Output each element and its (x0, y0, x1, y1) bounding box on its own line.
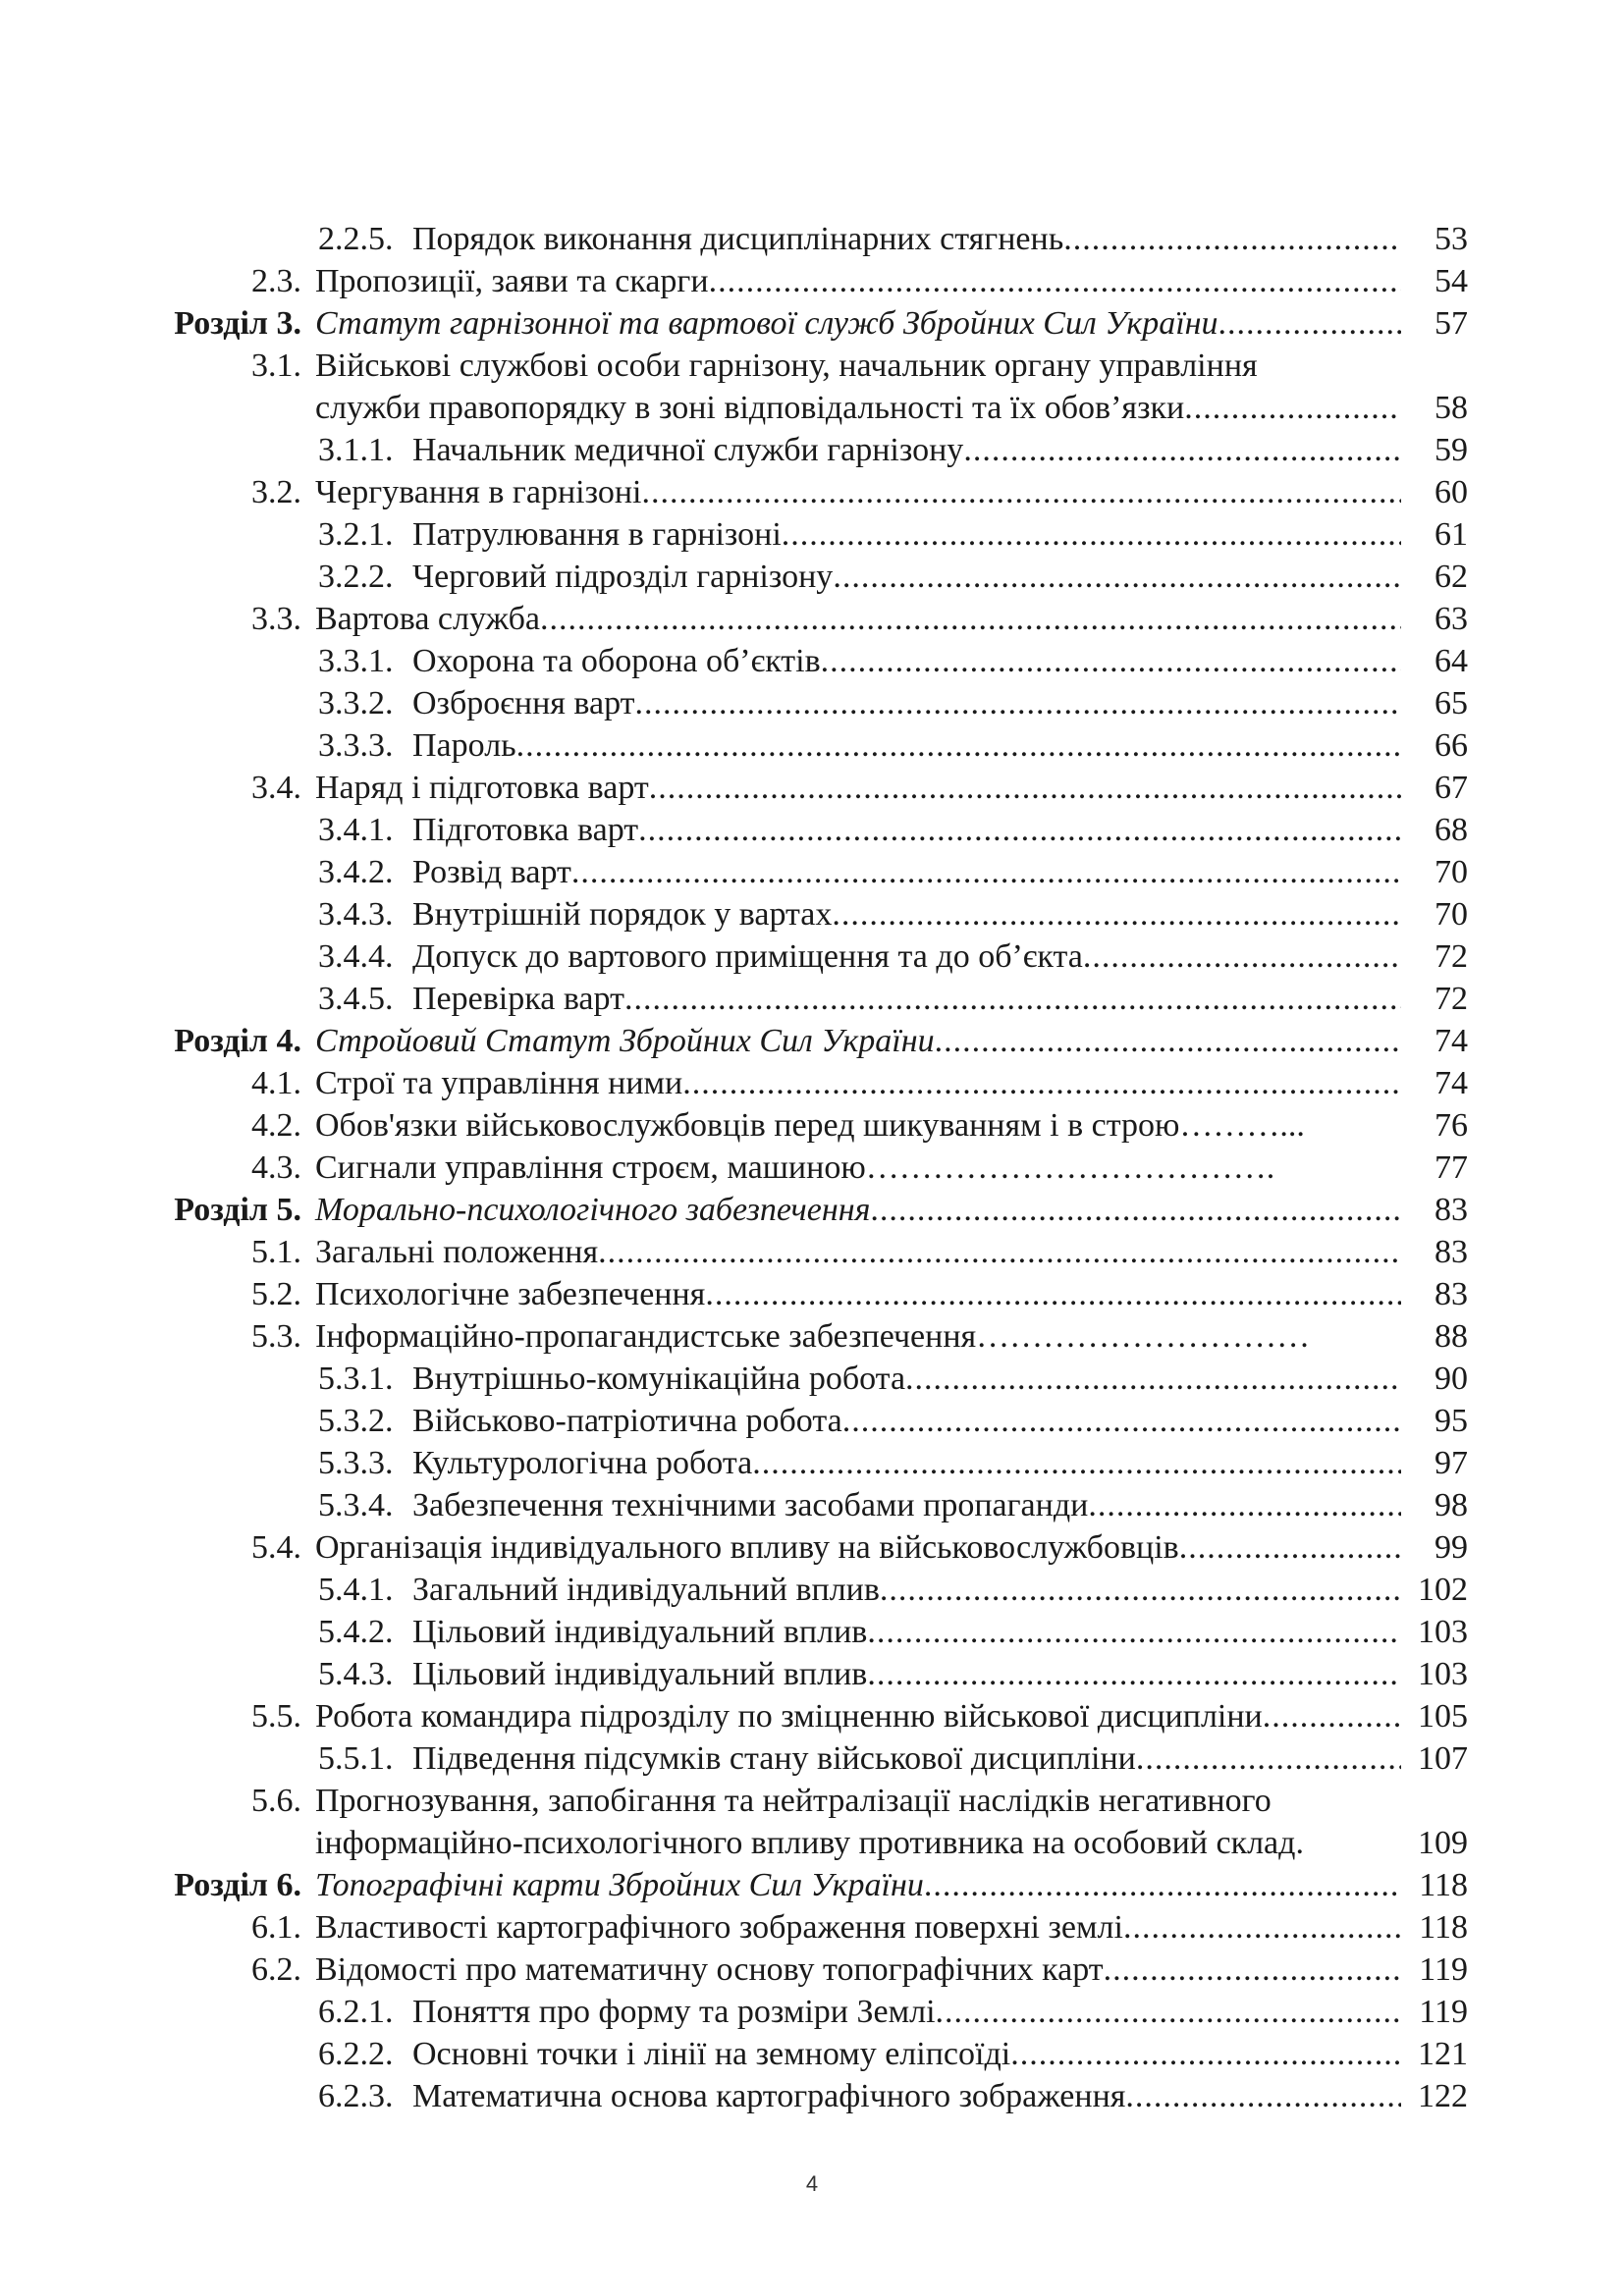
toc-entry-number: 3.3.2. (318, 685, 394, 721)
toc-dot-leader (752, 1442, 1401, 1484)
toc-entry-number: 3.3. (251, 601, 301, 637)
toc-entry-number: 3.3.3. (318, 727, 394, 764)
toc-entry-title: Пароль (412, 727, 516, 764)
toc-entry-title: Розвід варт (412, 854, 571, 890)
toc-dot-leader (624, 978, 1401, 1020)
toc-page-number: 63 (1435, 601, 1468, 637)
toc-entry-title: Прогнозування, запобігання та нейтралізації наслідків негативного (315, 1783, 1272, 1819)
toc-dot-leader (1125, 2075, 1401, 2117)
table-of-contents (0, 218, 1624, 2117)
toc-subsection-row (0, 1611, 1624, 1653)
toc-page-number: 121 (1418, 2036, 1468, 2072)
toc-page-number: 59 (1435, 432, 1468, 468)
toc-page-number: 88 (1435, 1318, 1468, 1355)
toc-entry-number: 5.4.3. (318, 1656, 394, 1692)
toc-section-row (0, 1104, 1624, 1147)
toc-dot-leader (1218, 302, 1401, 345)
toc-dot-leader (842, 1400, 1401, 1442)
toc-dot-leader (540, 598, 1401, 640)
toc-dot-leader (782, 513, 1401, 556)
toc-page-number: 62 (1435, 559, 1468, 595)
toc-entry-number: 3.2.2. (318, 559, 394, 595)
toc-dot-leader (833, 556, 1401, 598)
toc-entry-title: Культурологічна робота (412, 1445, 753, 1481)
toc-dot-leader (870, 1189, 1401, 1231)
toc-page-number: 105 (1418, 1698, 1468, 1735)
toc-entry-title: Охорона та оборона об’єктів (412, 643, 821, 679)
toc-page-number: 72 (1435, 981, 1468, 1017)
toc-entry-number: 5.5.1. (318, 1740, 394, 1777)
toc-entry-number: 5.3.3. (318, 1445, 394, 1481)
toc-page-number: 61 (1435, 516, 1468, 553)
toc-page-number: 76 (1435, 1107, 1468, 1144)
toc-entry-number: 4.1. (251, 1065, 301, 1101)
toc-entry-number: 5.4.1. (318, 1572, 394, 1608)
toc-entry-number: 5.2. (251, 1276, 301, 1312)
toc-chapter-row (0, 1189, 1624, 1231)
toc-dot-leader (867, 1611, 1401, 1653)
toc-entry-title: Військові службові особи гарнізону, начальник органу управління (315, 347, 1258, 384)
toc-entry-title: Допуск до вартового приміщення та до об’єкта (412, 938, 1083, 975)
toc-entry-number: 6.2.2. (318, 2036, 394, 2072)
toc-page-number: 97 (1435, 1445, 1468, 1481)
toc-page-number: 74 (1435, 1023, 1468, 1059)
toc-dot-leader (935, 1020, 1401, 1062)
toc-entry-title: Цільовий індивідуальний вплив (412, 1614, 868, 1650)
toc-entry-title: Поняття про форму та розміри Землі (412, 1994, 936, 2030)
toc-section-row (0, 1780, 1624, 1822)
toc-page-number: 66 (1435, 727, 1468, 764)
toc-dot-leader (1184, 387, 1401, 429)
toc-entry-title: Психологічне забезпечення (315, 1276, 706, 1312)
toc-dot-leader (1263, 1695, 1401, 1737)
toc-subsection-row (0, 1653, 1624, 1695)
toc-page-number: 72 (1435, 938, 1468, 975)
toc-dot-leader (924, 1864, 1401, 1906)
toc-page-number: 70 (1435, 896, 1468, 933)
toc-page-number: 54 (1435, 263, 1468, 299)
toc-dot-leader (1179, 1526, 1401, 1569)
toc-section-row (0, 1695, 1624, 1737)
toc-entry-number: 2.2.5. (318, 221, 394, 257)
toc-entry-title: Військово-патріотична робота (412, 1403, 842, 1439)
toc-entry-number: 3.1.1. (318, 432, 394, 468)
toc-entry-number: 5.4. (251, 1529, 301, 1566)
toc-page-number: 119 (1419, 1951, 1468, 1988)
toc-entry-title: Морально-психологічного забезпечення (315, 1192, 871, 1228)
toc-subsection-row (0, 978, 1624, 1020)
toc-section-row (0, 1906, 1624, 1949)
toc-page-number: 77 (1435, 1149, 1468, 1186)
toc-subsection-row (0, 1442, 1624, 1484)
toc-page-number: 118 (1419, 1867, 1468, 1903)
toc-dot-leader (635, 682, 1401, 724)
toc-dot-leader (638, 809, 1401, 851)
toc-entry-number: 5.4.2. (318, 1614, 394, 1650)
toc-subsection-row (0, 1569, 1624, 1611)
toc-entry-number: 6.2.3. (318, 2078, 394, 2114)
toc-entry-number: 5.3. (251, 1318, 301, 1355)
toc-continuation-row (0, 387, 1624, 429)
toc-entry-title: Цільовий індивідуальний вплив (412, 1656, 868, 1692)
toc-page-number: 118 (1419, 1909, 1468, 1946)
toc-dot-leader (1088, 1484, 1401, 1526)
toc-entry-title: Строї та управління ними (315, 1065, 683, 1101)
toc-entry-title: Підготовка варт (412, 812, 639, 848)
toc-section-row (0, 1231, 1624, 1273)
toc-page-number: 119 (1419, 1994, 1468, 2030)
toc-dot-leader (598, 1231, 1401, 1273)
toc-chapter-row (0, 302, 1624, 345)
toc-entry-title: Організація індивідуального впливу на військовослужбовців (315, 1529, 1179, 1566)
toc-entry-number: 3.2.1. (318, 516, 394, 553)
toc-subsection-row (0, 429, 1624, 471)
toc-chapter-row (0, 1020, 1624, 1062)
toc-entry-number: 5.3.1. (318, 1361, 394, 1397)
toc-entry-number: 6.1. (251, 1909, 301, 1946)
toc-dot-leader (821, 640, 1401, 682)
toc-entry-title: Начальник медичної служби гарнізону (412, 432, 964, 468)
toc-entry-number: 4.3. (251, 1149, 301, 1186)
toc-page-number: 95 (1435, 1403, 1468, 1439)
toc-page-number: 68 (1435, 812, 1468, 848)
toc-subsection-row (0, 1737, 1624, 1780)
toc-entry-number: 3.4.4. (318, 938, 394, 975)
toc-entry-title: Основні точки і лінії на земному еліпсоїді (412, 2036, 1011, 2072)
toc-dot-leader (1123, 1906, 1401, 1949)
toc-page-number: 53 (1435, 221, 1468, 257)
page-number: 4 (805, 2171, 819, 2196)
toc-page-number: 102 (1418, 1572, 1468, 1608)
toc-section-row (0, 1147, 1624, 1189)
toc-entry-title: Обов'язки військовослужбовців перед шикуванням і в строю………... (315, 1107, 1305, 1144)
toc-dot-leader (682, 1062, 1401, 1104)
toc-page-number: 103 (1418, 1656, 1468, 1692)
toc-section-row (0, 1315, 1624, 1358)
toc-subsection-row (0, 1358, 1624, 1400)
toc-page-number: 83 (1435, 1234, 1468, 1270)
toc-subsection-row (0, 809, 1624, 851)
toc-entry-number: 5.3.2. (318, 1403, 394, 1439)
toc-entry-number: Розділ 4. (174, 1023, 301, 1059)
toc-entry-number: 2.3. (251, 263, 301, 299)
toc-entry-number: 5.3.4. (318, 1487, 394, 1523)
toc-subsection-row (0, 682, 1624, 724)
toc-chapter-row (0, 1864, 1624, 1906)
toc-page-number: 57 (1435, 305, 1468, 342)
toc-subsection-row (0, 851, 1624, 893)
toc-entry-title: Статут гарнізонної та вартової служб Збройних Сил України (315, 305, 1218, 342)
toc-dot-leader (1104, 1949, 1401, 1991)
toc-entry-title: Наряд і підготовка варт (315, 770, 649, 806)
toc-entry-title: Забезпечення технічними засобами пропаганди (412, 1487, 1089, 1523)
toc-section-row (0, 767, 1624, 809)
toc-page-number: 83 (1435, 1276, 1468, 1312)
toc-entry-number: 5.1. (251, 1234, 301, 1270)
toc-entry-number: 6.2. (251, 1951, 301, 1988)
toc-entry-number: 4.2. (251, 1107, 301, 1144)
toc-page-number: 122 (1418, 2078, 1468, 2114)
toc-section-row (0, 1949, 1624, 1991)
toc-entry-number: 6.2.1. (318, 1994, 394, 2030)
toc-entry-number: Розділ 3. (174, 305, 301, 342)
toc-page-number: 99 (1435, 1529, 1468, 1566)
toc-entry-title-continuation: служби правопорядку в зоні відповідальності та їх обов’язки (315, 390, 1185, 426)
toc-subsection-row (0, 513, 1624, 556)
toc-dot-leader (709, 260, 1401, 302)
toc-page-number: 83 (1435, 1192, 1468, 1228)
toc-entry-title-continuation: інформаційно-психологічного впливу противника на особовий склад. (315, 1825, 1304, 1861)
toc-page-number: 70 (1435, 854, 1468, 890)
toc-dot-leader (880, 1569, 1401, 1611)
toc-subsection-row (0, 724, 1624, 767)
toc-entry-title: Властивості картографічного зображення поверхні землі (315, 1909, 1123, 1946)
toc-dot-leader (905, 1358, 1401, 1400)
toc-dot-leader (1063, 218, 1401, 260)
toc-entry-title: Інформаційно-пропагандистське забезпечення………………………… (315, 1318, 1311, 1355)
toc-dot-leader (649, 767, 1401, 809)
toc-dot-leader (832, 893, 1401, 935)
toc-entry-title: Внутрішній порядок у вартах (412, 896, 833, 933)
toc-entry-number: 5.5. (251, 1698, 301, 1735)
toc-entry-title: Пропозиції, заяви та скарги (315, 263, 709, 299)
toc-section-row (0, 1526, 1624, 1569)
toc-entry-title: Підведення підсумків стану військової дисципліни (412, 1740, 1136, 1777)
toc-entry-title: Сигнали управління строєм, машиною………………………………. (315, 1149, 1275, 1186)
toc-subsection-row (0, 2075, 1624, 2117)
toc-section-row (0, 1062, 1624, 1104)
toc-dot-leader (705, 1273, 1401, 1315)
toc-entry-title: Черговий підрозділ гарнізону (412, 559, 834, 595)
toc-dot-leader (1083, 935, 1401, 978)
toc-subsection-row (0, 935, 1624, 978)
toc-page-number: 58 (1435, 390, 1468, 426)
toc-page-number: 64 (1435, 643, 1468, 679)
toc-dot-leader (867, 1653, 1401, 1695)
toc-subsection-row (0, 640, 1624, 682)
toc-entry-number: 5.6. (251, 1783, 301, 1819)
toc-dot-leader (1136, 1737, 1401, 1780)
toc-subsection-row (0, 1484, 1624, 1526)
toc-entry-title: Внутрішньо-комунікаційна робота (412, 1361, 906, 1397)
toc-entry-number: 3.2. (251, 474, 301, 510)
toc-entry-title: Топографічні карти Збройних Сил України (315, 1867, 924, 1903)
toc-section-row (0, 260, 1624, 302)
toc-page-number: 74 (1435, 1065, 1468, 1101)
toc-subsection-row (0, 893, 1624, 935)
toc-entry-title: Відомості про математичну основу топографічних карт (315, 1951, 1104, 1988)
toc-entry-title: Озброєння варт (412, 685, 635, 721)
toc-entry-number: 3.4.2. (318, 854, 394, 890)
toc-entry-number: 3.1. (251, 347, 301, 384)
toc-page-number: 103 (1418, 1614, 1468, 1650)
toc-section-row (0, 598, 1624, 640)
toc-page-number: 107 (1418, 1740, 1468, 1777)
toc-entry-number: 3.4.5. (318, 981, 394, 1017)
toc-entry-number: 3.4.3. (318, 896, 394, 933)
toc-entry-number: Розділ 5. (174, 1192, 301, 1228)
toc-page-number: 67 (1435, 770, 1468, 806)
toc-entry-title: Математична основа картографічного зображення (412, 2078, 1126, 2114)
toc-subsection-row (0, 556, 1624, 598)
toc-page-number: 65 (1435, 685, 1468, 721)
toc-entry-title: Стройовий Статут Збройних Сил України (315, 1023, 935, 1059)
toc-continuation-row (0, 1822, 1624, 1864)
toc-dot-leader (936, 1991, 1401, 2033)
toc-entry-title: Чергування в гарнізоні (315, 474, 642, 510)
toc-subsection-row (0, 1400, 1624, 1442)
toc-dot-leader (963, 429, 1401, 471)
toc-section-row (0, 345, 1624, 387)
toc-page-number: 109 (1418, 1825, 1468, 1861)
toc-entry-number: 3.4.1. (318, 812, 394, 848)
toc-entry-number: 3.4. (251, 770, 301, 806)
toc-dot-leader (1010, 2033, 1401, 2075)
toc-entry-title: Патрулювання в гарнізоні (412, 516, 782, 553)
toc-entry-title: Робота командира підрозділу по зміцненню військової дисципліни (315, 1698, 1263, 1735)
toc-entry-title: Загальні положення (315, 1234, 599, 1270)
toc-entry-number: 3.3.1. (318, 643, 394, 679)
toc-subsection-row (0, 2033, 1624, 2075)
toc-page-number: 60 (1435, 474, 1468, 510)
toc-entry-title: Порядок виконання дисциплінарних стягнень (412, 221, 1064, 257)
toc-entry-title: Вартова служба (315, 601, 540, 637)
toc-page-number: 90 (1435, 1361, 1468, 1397)
toc-dot-leader (516, 724, 1401, 767)
toc-dot-leader (641, 471, 1401, 513)
toc-subsection-row (0, 218, 1624, 260)
toc-section-row (0, 471, 1624, 513)
toc-entry-number: Розділ 6. (174, 1867, 301, 1903)
toc-section-row (0, 1273, 1624, 1315)
toc-page-number: 98 (1435, 1487, 1468, 1523)
toc-dot-leader (571, 851, 1401, 893)
toc-entry-title: Загальний індивідуальний вплив (412, 1572, 880, 1608)
toc-subsection-row (0, 1991, 1624, 2033)
toc-entry-title: Перевірка варт (412, 981, 624, 1017)
